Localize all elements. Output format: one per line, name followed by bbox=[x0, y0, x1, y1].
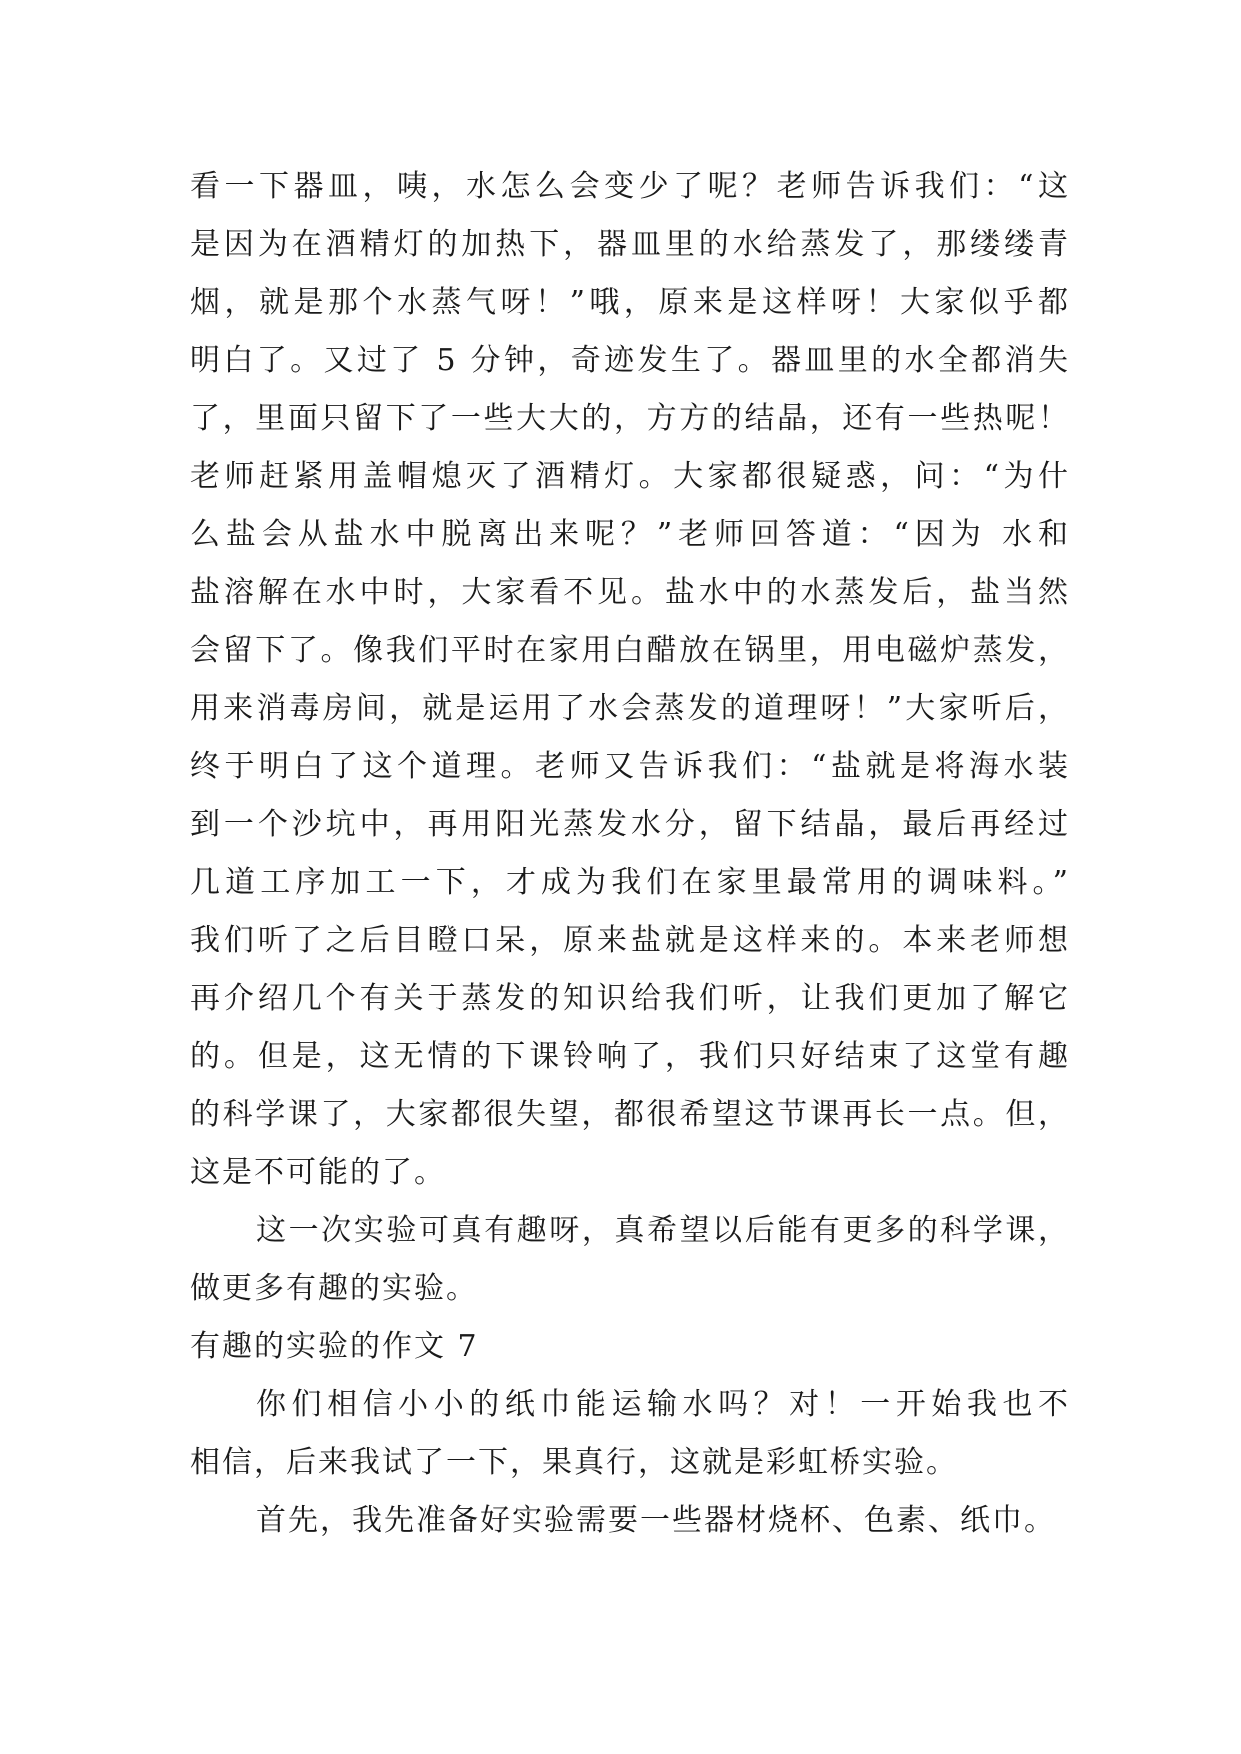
text-line: 了，里面只留下了一些大大的，方方的结晶，还有一些热呢！ bbox=[190, 401, 1070, 436]
text-line: 几道工序加工一下，才成为我们在家里最常用的调味料。” bbox=[190, 865, 1070, 900]
text-line: 是因为在酒精灯的加热下，器皿里的水给蒸发了，那缕缕青 bbox=[190, 227, 1070, 262]
text-line: 的。但是，这无情的下课铃响了，我们只好结束了这堂有趣 bbox=[190, 1039, 1070, 1074]
text-line: 会留下了。像我们平时在家用白醋放在锅里，用电磁炉蒸发， bbox=[190, 633, 1070, 668]
text-line: 你们相信小小的纸巾能运输水吗？对！一开始我也不 bbox=[256, 1387, 1070, 1422]
text-line: 终于明白了这个道理。老师又告诉我们：“盐就是将海水装 bbox=[190, 749, 1070, 784]
text-line: 到一个沙坑中，再用阳光蒸发水分，留下结晶，最后再经过 bbox=[190, 807, 1070, 842]
text-line: 我们听了之后目瞪口呆，原来盐就是这样来的。本来老师想 bbox=[190, 923, 1070, 958]
text-line: 用来消毒房间，就是运用了水会蒸发的道理呀！”大家听后， bbox=[190, 691, 1070, 726]
text-line: 的科学课了，大家都很失望，都很希望这节课再长一点。但， bbox=[190, 1097, 1070, 1132]
text-line: 老师赶紧用盖帽熄灭了酒精灯。大家都很疑惑，问：“为什 bbox=[190, 459, 1070, 494]
section-heading: 有趣的实验的作文 7 bbox=[190, 1329, 479, 1364]
text-line: 这一次实验可真有趣呀，真希望以后能有更多的科学课， bbox=[256, 1213, 1070, 1248]
text-line: 烟，就是那个水蒸气呀！”哦，原来是这样呀！大家似乎都 bbox=[190, 285, 1070, 320]
text-line: 这是不可能的了。 bbox=[190, 1155, 446, 1190]
text-line: 再介绍几个有关于蒸发的知识给我们听，让我们更加了解它 bbox=[190, 981, 1070, 1016]
text-line: 么盐会从盐水中脱离出来呢？”老师回答道：“因为 水和 bbox=[190, 517, 1070, 552]
text-line: 明白了。又过了 5 分钟，奇迹发生了。器皿里的水全都消失 bbox=[190, 343, 1070, 378]
text-line: 相信，后来我试了一下，果真行，这就是彩虹桥实验。 bbox=[190, 1445, 958, 1480]
document-body bbox=[190, 158, 1070, 1550]
text-line: 看一下器皿，咦，水怎么会变少了呢？老师告诉我们：“这 bbox=[190, 169, 1070, 204]
text-line: 盐溶解在水中时，大家看不见。盐水中的水蒸发后，盐当然 bbox=[190, 575, 1070, 610]
text-line: 做更多有趣的实验。 bbox=[190, 1271, 478, 1306]
text-line: 首先，我先准备好实验需要一些器材烧杯、色素、纸巾。 bbox=[256, 1503, 1056, 1538]
